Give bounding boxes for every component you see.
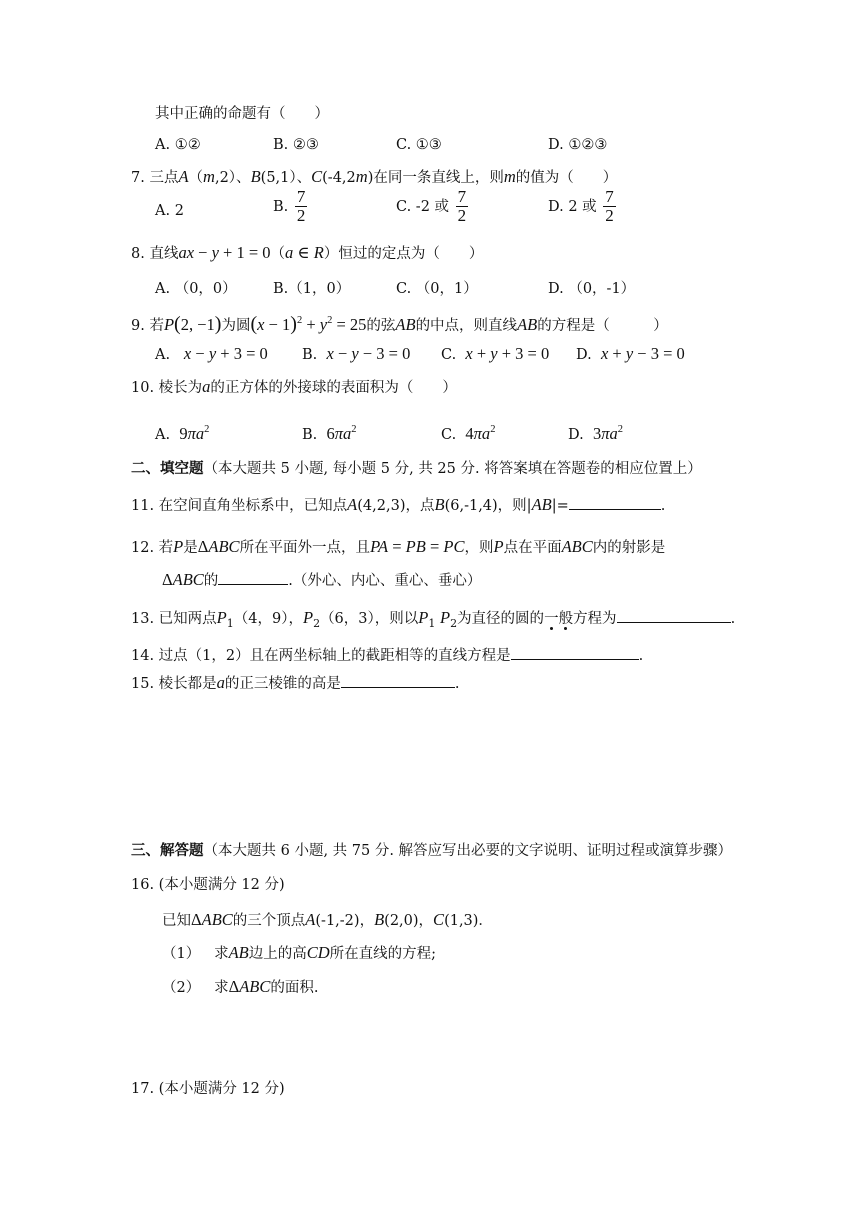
- q9-option-b: B. x − y − 3 = 0: [302, 344, 411, 363]
- q10-text-1: 棱长为: [158, 380, 203, 396]
- q10-option-a: A. $9\pi a^2$: [155, 424, 210, 443]
- q13-text-3: （6，3），则以: [320, 611, 419, 627]
- q15-answer-blank[interactable]: [341, 673, 455, 688]
- section-2-heading: [131, 458, 702, 480]
- q14-end: .: [638, 648, 644, 664]
- q13-emphasis-2: 般: [558, 611, 574, 627]
- q15-text-2: 的正三棱锥的高是: [224, 676, 341, 692]
- q7-option-b: [273, 188, 309, 225]
- q14-answer-blank[interactable]: [511, 645, 639, 660]
- q13-number: 13.: [131, 611, 155, 627]
- section-2-title: 二、填空题: [131, 460, 204, 477]
- q7-text-3: 的值为（ ）: [515, 170, 618, 186]
- q12-text-2: 是: [183, 540, 198, 556]
- q16-text-1: 已知: [162, 913, 191, 929]
- q9-text-2: 为圆: [221, 318, 251, 334]
- q7-option-c: [396, 188, 470, 225]
- q14-number: 14.: [131, 648, 155, 664]
- q8-option-b: B.（1，0）: [273, 281, 351, 297]
- q7-text-2: )在同一条直线上，则: [367, 170, 504, 186]
- q12-line2-text-1: 的: [203, 573, 219, 589]
- section-3-title: 三、解答题: [131, 842, 204, 859]
- q16-sub2-text-1: 求: [214, 980, 229, 996]
- q7-text-1: 三点: [149, 170, 179, 186]
- q7-option-d: [548, 188, 618, 225]
- q11-end: .: [660, 498, 666, 514]
- q12-text-5: 点在平面: [503, 540, 562, 556]
- q8-option-a: A. （0，0）: [155, 281, 237, 297]
- section-3-heading: [131, 840, 732, 862]
- q6-option-b: B. ②③: [273, 137, 319, 153]
- q10-option-b-label: B.: [302, 427, 318, 443]
- q16-sub1-text-1: 求: [214, 946, 229, 962]
- q8-number: 8.: [131, 246, 145, 262]
- q10-option-a-label: A.: [155, 427, 171, 443]
- q11-number: 11.: [131, 498, 155, 514]
- q15-number: 15.: [131, 676, 155, 692]
- q6-option-a: A. ①②: [155, 137, 201, 153]
- q13-text-2: （4，9），: [233, 611, 303, 627]
- q7-option-d-label: D. 2 或: [548, 198, 597, 215]
- question-7: 7. 三点A（m,2）、B(5,1）、C(-4,2m)在同一条直线上，则m的值为（ ）: [131, 167, 618, 186]
- q9-option-d-label: D.: [576, 347, 592, 363]
- q15-text-1: 棱长都是: [158, 676, 217, 692]
- q7-option-b-label: B.: [273, 198, 289, 215]
- q17-heading: 17. (本小题满分 12 分): [131, 1081, 285, 1097]
- q9-option-b-label: B.: [302, 347, 318, 363]
- section-3-desc: （本大题共 6 小题, 共 75 分. 解答应写出必要的文字说明、证明过程或演算步骤）: [203, 843, 733, 859]
- q7-frac-den: 2: [296, 206, 306, 225]
- q8-text-2: （: [270, 246, 286, 262]
- q10-option-d: D. $3\pi a^2$: [568, 424, 623, 443]
- question-11: 11. 在空间直角坐标系中，已知点A(4,2,3)，点B(6,-1,4)，则|AB|= .: [131, 495, 666, 514]
- q8-option-d: D. （0，-1）: [548, 281, 636, 297]
- q10-option-c: C. $4\pi a^2$: [441, 424, 496, 443]
- q10-coef-a: 9: [179, 424, 188, 443]
- q9-option-c-label: C.: [441, 347, 457, 363]
- q12-text-1: 若: [158, 540, 174, 556]
- question-15: 15. 棱长都是a的正三棱锥的高是 .: [131, 673, 460, 692]
- q7-coord-a: ,2）、: [214, 170, 251, 186]
- q16-sub2-text-2: 的面积.: [270, 980, 319, 996]
- q16-stem: 已知ΔABC的三个顶点A(-1,-2)，B(2,0)，C(1,3)．: [162, 910, 493, 929]
- q7-frac-num: 7: [605, 187, 614, 206]
- q15-end: .: [454, 676, 460, 692]
- q10-option-d-label: D.: [568, 427, 584, 443]
- q13-text-7: 方程为: [573, 611, 617, 627]
- q12-number: 12.: [131, 540, 155, 556]
- q7-option-a: A. 2: [155, 203, 184, 219]
- question-14: [131, 645, 643, 667]
- q16-sub1-number: （1）: [162, 946, 201, 962]
- q9-option-c: C. x + y + 3 = 0: [441, 344, 550, 363]
- q10-text-2: 的正方体的外接球的表面积为（ ）: [210, 380, 457, 396]
- q16-text-4: (2,0)，: [384, 913, 434, 929]
- q7-paren: （: [188, 170, 204, 186]
- q10-option-c-label: C.: [441, 427, 457, 443]
- q7-coord-c: (-4,2: [322, 170, 356, 186]
- q7-fraction-d: [603, 188, 616, 225]
- q9-text-4: 的中点，则直线: [415, 318, 518, 334]
- q7-fraction-b: [295, 188, 308, 225]
- q6-option-c: C. ①③: [396, 137, 442, 153]
- q8-option-c: C. （0，1）: [396, 281, 478, 297]
- q10-coef-c: 4: [465, 424, 474, 443]
- q12-answer-blank[interactable]: [218, 570, 288, 585]
- q13-answer-blank[interactable]: [617, 608, 731, 623]
- q8-text-1: 直线: [149, 246, 179, 262]
- q13-text-4: 为直径的圆的: [457, 611, 545, 627]
- q10-option-b: B. $6\pi a^2$: [302, 424, 357, 443]
- q7-frac-num: 7: [457, 187, 467, 206]
- q16-text-5: (1,3)．: [444, 913, 493, 929]
- q10-number: 10.: [131, 380, 155, 396]
- q7-coord-b: (5,1）、: [260, 170, 312, 186]
- q13-end: .: [730, 611, 736, 627]
- q7-number: 7.: [131, 170, 145, 186]
- question-12-line-2: ΔABC的 .（外心、内心、重心、垂心）: [162, 570, 482, 589]
- q9-text-3: 的弦: [366, 318, 396, 334]
- q9-option-d: D. x + y − 3 = 0: [576, 344, 685, 363]
- q12-line2-text-2: .（外心、内心、重心、垂心）: [288, 573, 482, 589]
- q16-text-3: (-1,-2)，: [315, 913, 375, 929]
- q13-emphasis-1: 一: [544, 611, 559, 627]
- q16-text-2: 的三个顶点: [232, 913, 306, 929]
- q16-subquestion-2: （2） 求ΔABC的面积.: [162, 977, 319, 996]
- question-8: 8. 直线ax − y + 1 = 0（a ∈ R）恒过的定点为（ ）: [131, 243, 484, 262]
- q7-frac-den: 2: [457, 206, 467, 225]
- q9-option-a: A. x − y + 3 = 0: [155, 344, 268, 363]
- q11-text-1: 在空间直角坐标系中，已知点: [158, 498, 348, 514]
- q11-text-2: (4,2,3)，点: [357, 498, 435, 514]
- q6-option-d: D. ①②③: [548, 137, 608, 153]
- q8-text-3: ）恒过的定点为（ ）: [323, 246, 484, 262]
- q16-sub1-text-3: 所在直线的方程;: [329, 946, 437, 962]
- q12-text-6: 内的射影是: [592, 540, 666, 556]
- q12-text-3: 所在平面外一点，且: [239, 540, 371, 556]
- q10-coef-b: 6: [326, 424, 335, 443]
- q10-coef-d: 3: [592, 424, 602, 443]
- question-9: 9. 若P(2, −1)为圆$(x - 1)^2 + y^2 = 25$的弦AB的中点，则直线AB的方程是（ ）: [131, 313, 668, 335]
- q6-stem: 其中正确的命题有（ ）: [155, 106, 329, 122]
- q7-frac-num: 7: [296, 187, 306, 206]
- q9-text-5: 的方程是（ ）: [537, 318, 668, 334]
- question-10: 10. 棱长为a的正方体的外接球的表面积为（ ）: [131, 377, 457, 396]
- q7-option-c-label: C. -2 或: [396, 198, 450, 215]
- q16-sub1-text-2: 边上的高: [248, 946, 307, 962]
- q12-text-4: ，则: [464, 540, 494, 556]
- q16-sub2-number: （2）: [162, 980, 201, 996]
- q11-text-4: |=: [551, 498, 569, 514]
- q7-fraction-c: [456, 188, 469, 225]
- q7-frac-den: 2: [605, 206, 614, 225]
- q14-text: 过点（1，2）且在两坐标轴上的截距相等的直线方程是: [158, 648, 511, 664]
- q11-text-3: (6,-1,4)，则|: [444, 498, 532, 514]
- q11-answer-blank[interactable]: [569, 495, 661, 510]
- q13-text-1: 已知两点: [158, 611, 217, 627]
- section-2-desc: （本大题共 5 小题, 每小题 5 分, 共 25 分. 将答案填在答题卷的相应位置上）: [203, 461, 702, 477]
- question-12: 12. 若P是ΔABC所在平面外一点，且PA = PB = PC，则P点在平面ABC内的射影是: [131, 537, 666, 556]
- q9-number: 9.: [131, 318, 145, 334]
- q16-heading: 16. (本小题满分 12 分): [131, 877, 285, 893]
- q16-subquestion-1: （1） 求AB边上的高CD所在直线的方程;: [162, 943, 437, 962]
- q9-text-1: 若: [149, 318, 164, 334]
- question-13: 13. 已知两点$P_1(4$，9），$P_2(6$，3），则以$P_1$ $P_2$为直径的圆的一般方程为 .: [131, 608, 736, 630]
- q9-option-a-label: A.: [155, 347, 171, 363]
